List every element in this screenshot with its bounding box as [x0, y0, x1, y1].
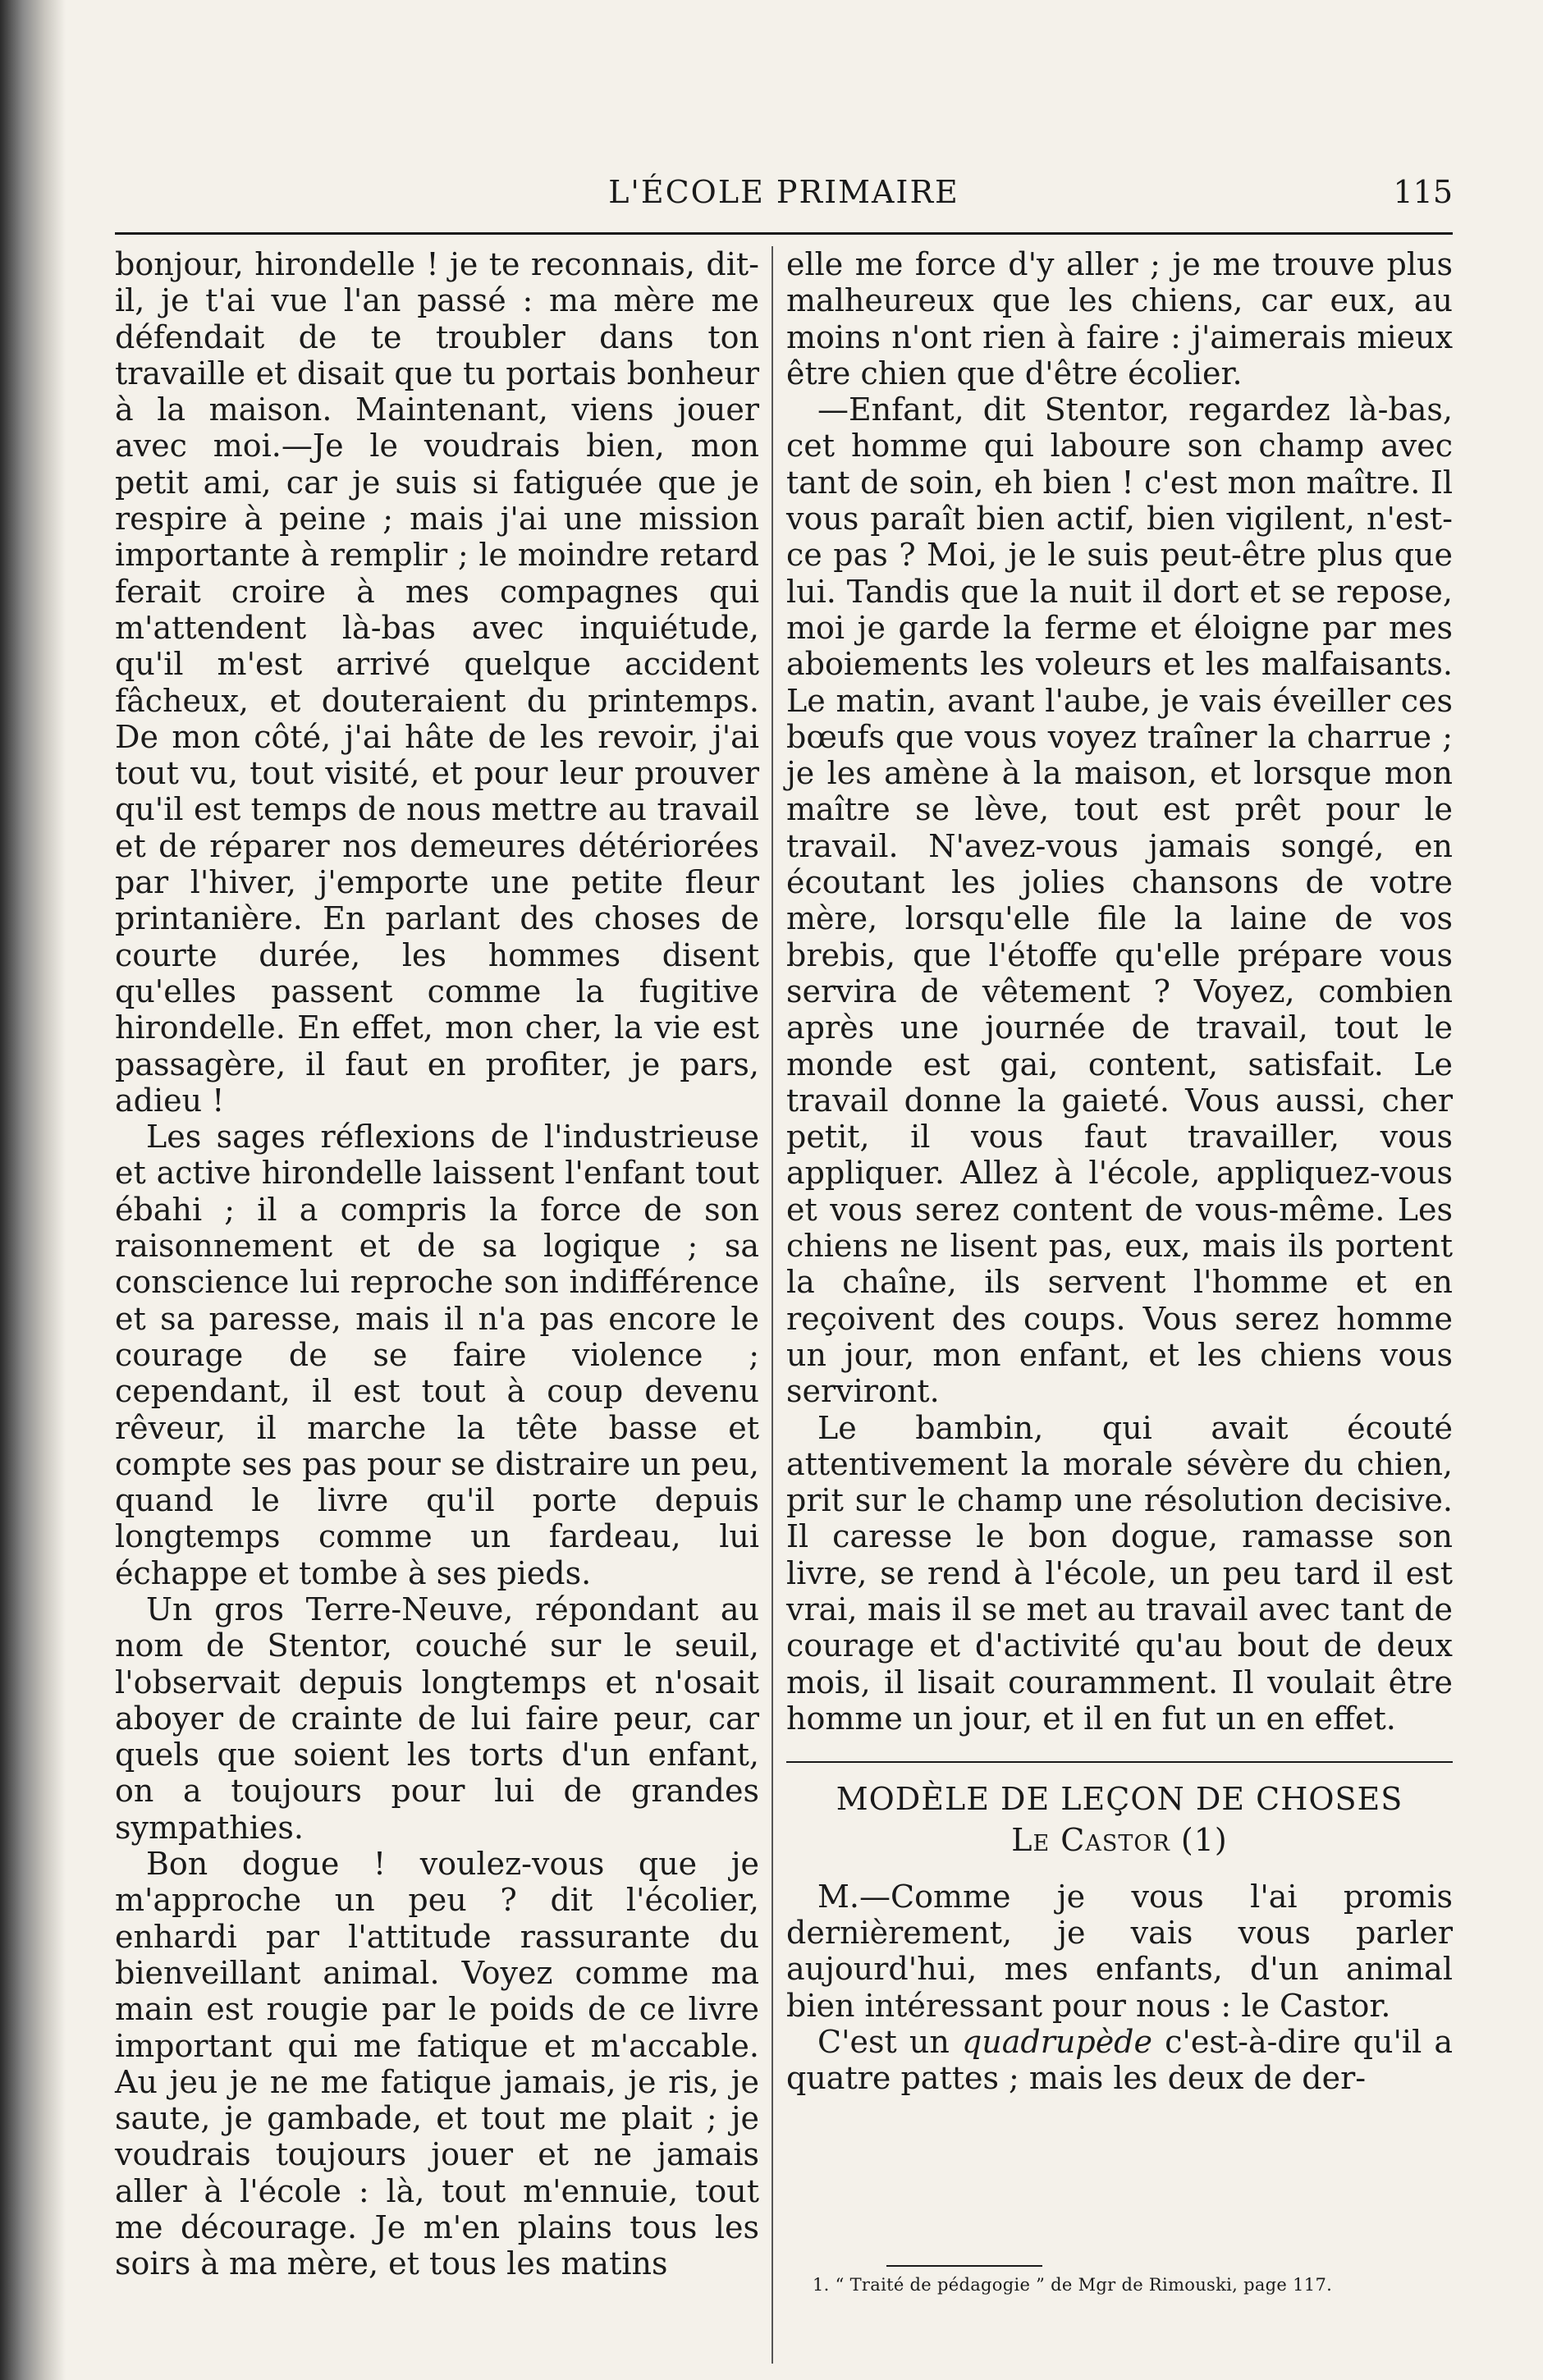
header-rule	[115, 232, 1453, 235]
paragraph: elle me force d'y aller ; je me trouve plus malheureux que les chiens, car eux, au moins n'ont rien à faire : j'aimerais mieux être chien que d'être écolier.	[786, 246, 1453, 391]
paragraph	[786, 2024, 1453, 2097]
paragraph: Les sages réflexions de l'industrieuse et active hirondelle laissent l'enfant tout ébahi ; il a compris la force de son raisonnement et de sa logique ; sa conscience lui reproche son indifférence et sa paresse, mais il n'a pas encore le courage de se faire violence ; cependant, il est tout à coup devenu rêveur, il marche la tête basse et compte ses pas pour se distraire un peu, quand le livre qu'il porte depuis longtemps comme un fardeau, lui échappe et tombe à ses pieds.	[115, 1119, 759, 1591]
section-subheading: Le Castor (1)	[1011, 1822, 1228, 1859]
right-column	[786, 246, 1453, 2097]
paragraph: Un gros Terre-Neuve, répondant au nom de Stentor, couché sur le seuil, l'observait depuis longtemps et n'osait aboyer de crainte de lui faire peur, car quels que soient les torts d'un enfant, on a toujours pour lui de grandes sympathies.	[115, 1590, 759, 1846]
page-number: 115	[1393, 174, 1453, 210]
section-heading: MODÈLE DE LEÇON DE CHOSES	[786, 1761, 1453, 1817]
paragraph: Le bambin, qui avait écouté attentivement la morale sévère du chien, prit sur le champ une résolution decisive. Il caresse le bon dogue, ramasse son livre, se rend à l'école, un peu tard il est vrai, mais il se met au travail avec tant de courage et d'activité qu'au bout de deux mois, il lisait couramment. Il voulait être homme un jour, et il en fut un en effet.	[786, 1409, 1453, 1737]
running-title: L'ÉCOLE PRIMAIRE	[608, 174, 959, 210]
page-binding-shadow	[0, 0, 66, 2380]
text-run: C'est un	[817, 2023, 962, 2060]
text-run: c'est-à-dire qu'il a quatre pattes ; mais les deux de der-	[786, 2023, 1453, 2097]
paragraph: —Enfant, dit Stentor, regardez là-bas, cet homme qui laboure son champ avec tant de soin, eh bien ! c'est mon maître. Il vous paraît bien actif, bien vigilent, n'est-ce pas ? Moi, je le suis peut-être plus que lui. Tandis que la nuit il dort et se repose, moi je garde la ferme et éloigne par mes aboiements les voleurs et les malfaisants. Le matin, avant l'aube, je vais éveiller ces bœufs que vous voyez traîner la charrue ; je les amène à la maison, et lorsque mon maître se lève, tout est prêt pour le travail. N'avez-vous jamais songé, en écoutant les jolies chansons de votre mère, lorsqu'elle file la laine de vos brebis, que l'étoffe qu'elle prépare vous servira de vêtement ? Voyez, combien après une journée de travail, tout le monde est gai, content, satisfait. Le travail donne la gaieté. Vous aussi, cher petit, il vous faut travailler, vous appliquer. Allez à l'école, appliquez-vous et vous serez content de vous-même. Les chiens ne lisent pas, eux, mais ils portent la chaîne, ils servent l'homme et en reçoivent des coups. Vous serez homme un jour, mon enfant, et les chiens vous serviront.	[786, 391, 1453, 1410]
column-divider	[772, 246, 773, 2364]
footnote-rule	[886, 2265, 1042, 2267]
paragraph: Bon dogue ! voulez-vous que je m'approche un peu ? dit l'écolier, enhardi par l'attitude rassurante du bienveillant animal. Voyez comme ma main est rougie par le poids de ce livre important qui me fatique et m'accable. Au jeu je ne me fatique jamais, je ris, je saute, je gambade, et tout me plait ; je voudrais toujours jouer et ne jamais aller à l'école : là, tout m'ennuie, tout me décourage. Je m'en plains tous les soirs à ma mère, et tous les matins	[115, 1846, 759, 2282]
paragraph: M.—Comme je vous l'ai promis dernièrement, je vais vous parler aujourd'hui, mes enfants, d'un animal bien intéressant pour nous : le Castor.	[786, 1878, 1453, 2024]
left-column	[115, 246, 759, 2282]
paragraph: bonjour, hirondelle ! je te reconnais, dit-il, je t'ai vue l'an passé : ma mère me défendait de te troubler dans ton travaille et disait que tu portais bonheur à la maison. Maintenant, viens jouer avec moi.—Je le voudrais bien, mon petit ami, car je suis si fatiguée que je respire à peine ; mais j'ai une mission importante à remplir ; le moindre retard ferait croire à mes compagnes qui m'attendent là-bas avec inquiétude, qu'il m'est arrivé quelque accident fâcheux, et douteraient du printemps. De mon côté, j'ai hâte de les revoir, j'ai tout vu, tout visité, et pour leur prouver qu'il est temps de nous mettre au travail et de réparer nos demeures détériorées par l'hiver, j'emporte une petite fleur printanière. En parlant des choses de courte durée, les hommes disent qu'elles passent comme la fugitive hirondelle. En effet, mon cher, la vie est passagère, il faut en profiter, je pars, adieu !	[115, 246, 759, 1119]
page-header	[115, 174, 1453, 223]
emphasized-term: quadrupède	[961, 2023, 1152, 2060]
footnote: 1. “ Traité de pédagogie ” de Mgr de Rimouski, page 117.	[813, 2275, 1333, 2295]
